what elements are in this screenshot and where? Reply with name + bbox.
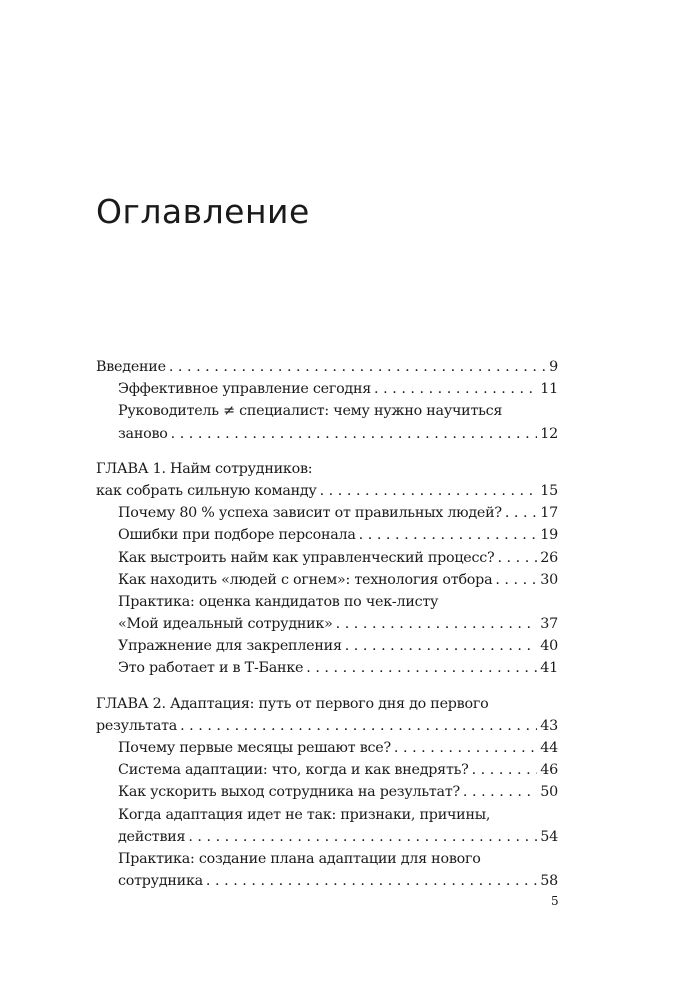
toc-entry-page: 11: [540, 381, 558, 398]
toc-subentry-line1[interactable]: [96, 591, 558, 613]
toc-entry-title: Почему 80 % успеха зависит от правильных людей?: [118, 505, 502, 522]
dot-leader: [306, 657, 537, 679]
dot-leader: [188, 826, 537, 848]
toc-entry-title: Ошибки при подборе персонала: [118, 527, 356, 544]
toc-entry-page: 9: [549, 359, 558, 375]
dot-leader: [374, 378, 537, 400]
toc-entry-title: Почему первые месяцы решают все?: [118, 740, 391, 756]
toc-subentry[interactable]: [96, 759, 558, 781]
toc-entry-title: Как ускорить выход сотрудника на результат?: [118, 784, 460, 801]
dot-leader: [320, 480, 538, 502]
dot-leader: [336, 613, 538, 635]
toc-entry-page: 30: [540, 571, 558, 588]
toc-entry-page: 26: [540, 549, 558, 566]
chapter-title: ГЛАВА 1. Найм сотрудников:: [96, 460, 313, 477]
dot-leader: [206, 870, 537, 892]
toc-entry-title-cont: «Мой идеальный сотрудник»: [118, 616, 333, 633]
chapter-title-cont: как собрать сильную команду: [96, 482, 317, 499]
toc-entry-page: 17: [540, 505, 558, 522]
chapter-title-cont: результата: [96, 717, 178, 734]
toc-chapter-2-line2[interactable]: [96, 715, 558, 737]
toc-subentry-line2[interactable]: [96, 613, 558, 635]
toc-subentry[interactable]: [96, 378, 558, 400]
toc-entry-page: 43: [540, 717, 558, 734]
toc-subentry-line2[interactable]: [96, 423, 558, 445]
toc-subentry-line2[interactable]: [96, 826, 558, 848]
page-number: 5: [551, 894, 559, 908]
chapter-title: ГЛАВА 2. Адаптация: путь от первого дня до первого: [96, 695, 489, 712]
toc-entry-page: 54: [540, 828, 558, 845]
toc-entry-page: 46: [540, 762, 558, 779]
dot-leader: [472, 759, 538, 781]
toc-entry-page: 19: [540, 527, 558, 544]
toc-entry-title: Упражнение для закрепления: [118, 638, 342, 655]
toc-subentry[interactable]: [96, 737, 558, 759]
toc-entry-title-cont: сотрудника: [118, 873, 203, 890]
toc-entry-title: Эффективное управление сегодня: [118, 381, 372, 398]
dot-leader: [394, 737, 537, 759]
dot-leader: [171, 423, 538, 445]
dot-leader: [359, 524, 538, 546]
dot-leader: [497, 547, 537, 569]
toc-subentry[interactable]: [96, 657, 558, 679]
toc-entry-page: 58: [540, 873, 558, 890]
toc-entry-page: 15: [540, 482, 558, 499]
toc-entry-page: 50: [540, 784, 558, 801]
toc-entry-title: Как выстроить найм как управленческий процесс?: [118, 549, 495, 566]
toc-subentry[interactable]: [96, 569, 558, 591]
toc-entry-page: 40: [540, 638, 558, 655]
toc-chapter-1-line2[interactable]: [96, 480, 558, 502]
dot-leader: [495, 569, 537, 591]
toc-subentry[interactable]: [96, 547, 558, 569]
page-title: Оглавление: [96, 192, 310, 231]
toc-entry-page: 12: [540, 425, 558, 442]
dot-leader: [463, 781, 537, 803]
toc-entry-title: Как находить «людей с огнем»: технология отбора: [118, 571, 493, 588]
toc-entry-page: 44: [540, 740, 558, 756]
toc-subentry[interactable]: [96, 781, 558, 803]
toc-entry-title: Когда адаптация идет не так: признаки, причины,: [118, 806, 491, 823]
toc-subentry-line1[interactable]: [96, 848, 558, 870]
toc-subentry-line2[interactable]: [96, 870, 558, 892]
dot-leader: [169, 356, 546, 378]
toc-entry-intro[interactable]: [96, 356, 558, 378]
toc-entry-title: Введение: [96, 359, 166, 375]
toc-entry-title: Практика: создание плана адаптации для нового: [118, 850, 481, 867]
table-of-contents: [96, 356, 558, 892]
dot-leader: [345, 635, 538, 657]
toc-entry-title-cont: действия: [118, 828, 186, 845]
toc-chapter-1-line1[interactable]: [96, 458, 558, 480]
toc-subentry[interactable]: [96, 635, 558, 657]
toc-subentry-line1[interactable]: [96, 804, 558, 826]
toc-entry-title: Это работает и в Т-Банке: [118, 660, 304, 677]
toc-entry-title: Практика: оценка кандидатов по чек-листу: [118, 593, 439, 610]
toc-subentry[interactable]: [96, 502, 558, 524]
dot-leader: [505, 502, 537, 524]
toc-entry-title: Руководитель ≠ специалист: чему нужно научиться: [118, 403, 503, 420]
toc-entry-title: Система адаптации: что, когда и как внедрять?: [118, 762, 469, 779]
toc-entry-title-cont: заново: [118, 425, 168, 442]
toc-subentry-line1[interactable]: [96, 400, 558, 422]
toc-entry-page: 41: [540, 660, 558, 677]
toc-subentry[interactable]: [96, 524, 558, 546]
toc-chapter-2-line1[interactable]: [96, 693, 558, 715]
toc-entry-page: 37: [540, 616, 558, 633]
dot-leader: [180, 715, 537, 737]
